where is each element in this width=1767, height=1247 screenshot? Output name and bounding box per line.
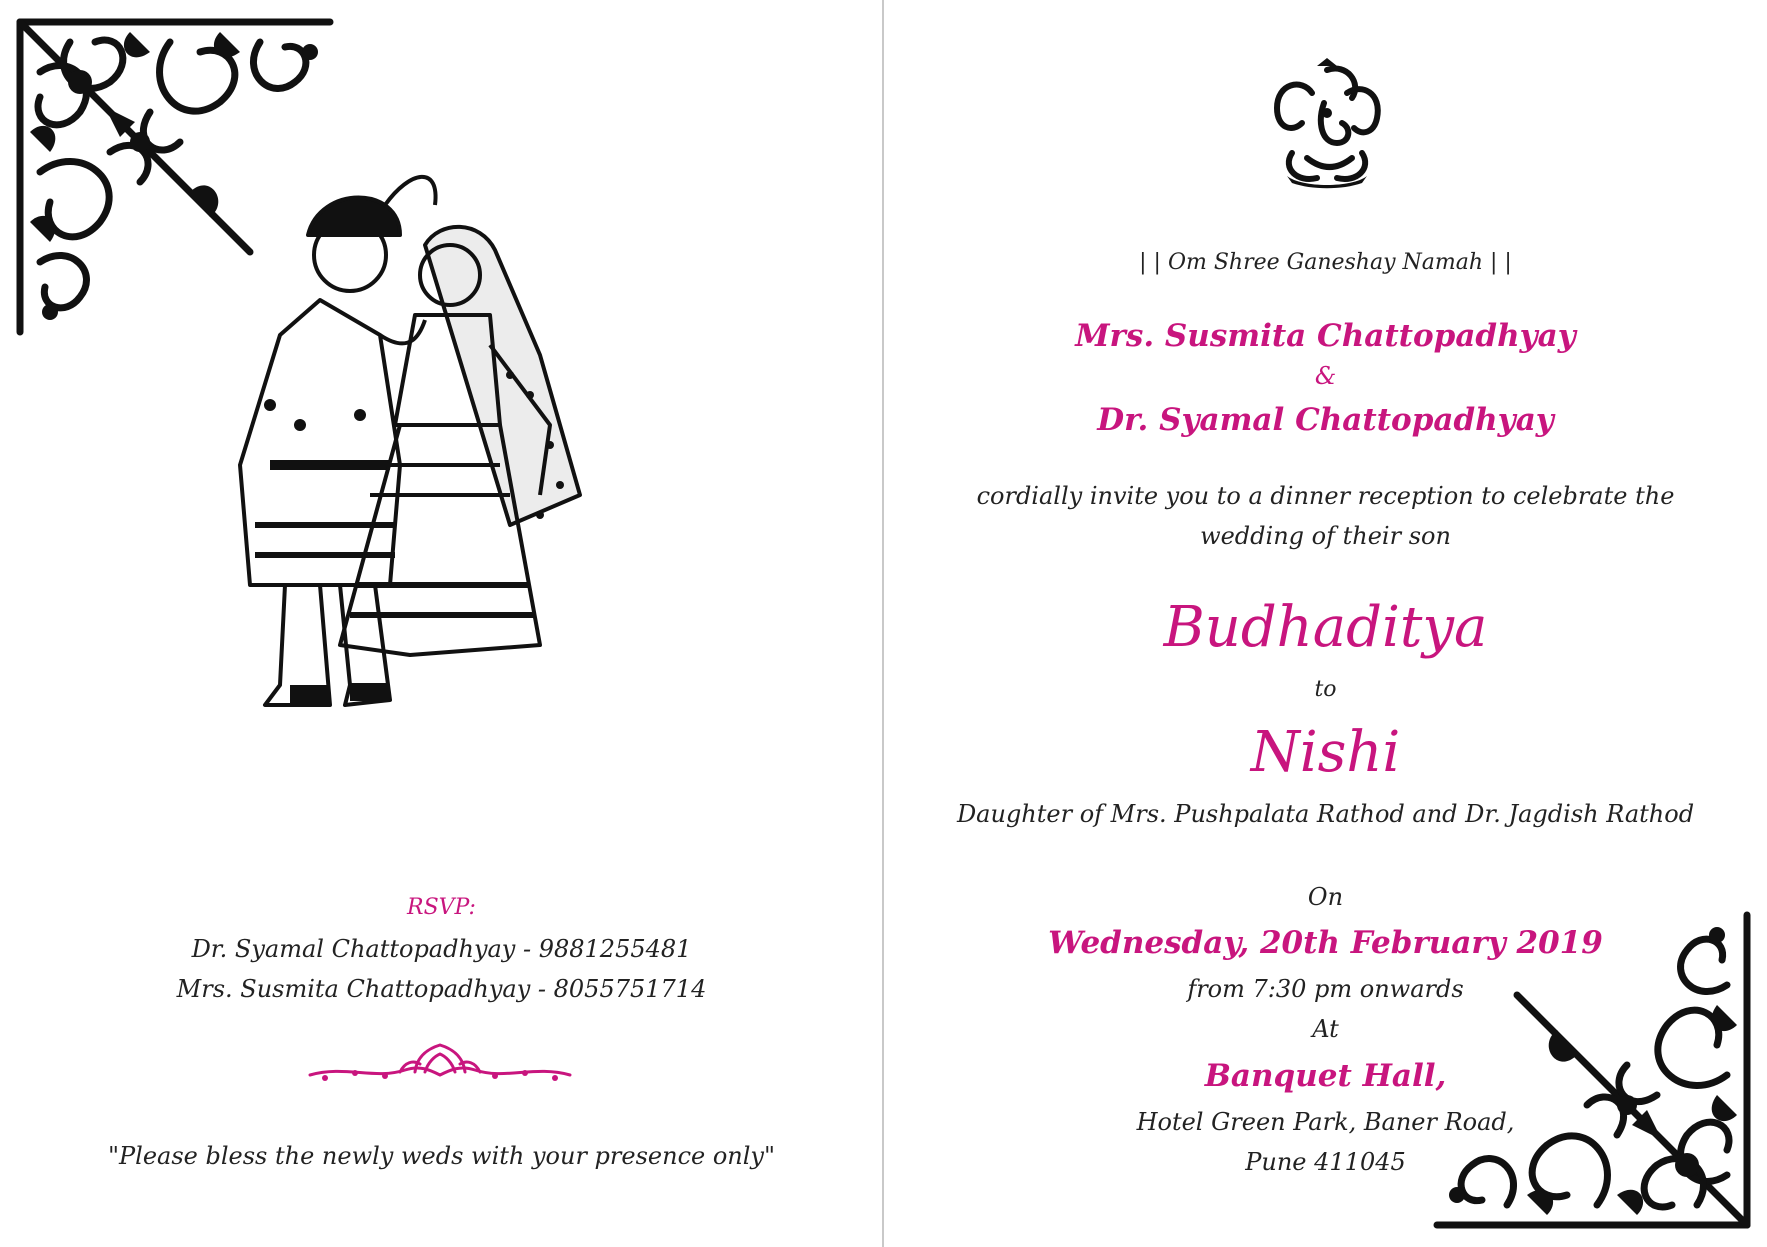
blessing-quote: "Please bless the newly weds with your presence only" bbox=[107, 1142, 776, 1170]
to-label: to bbox=[1314, 677, 1337, 702]
venue-address-2: Pune 411045 bbox=[1245, 1148, 1406, 1176]
bride-groom-illustration bbox=[210, 165, 670, 785]
bride-name: Nishi bbox=[1250, 720, 1401, 785]
floral-corner-icon bbox=[1427, 905, 1757, 1235]
venue-address-1: Hotel Green Park, Baner Road, bbox=[1136, 1108, 1515, 1136]
right-page bbox=[884, 0, 1767, 1247]
invocation: | | Om Shree Ganeshay Namah | | bbox=[1139, 250, 1512, 275]
invite-line-2: wedding of their son bbox=[1200, 522, 1451, 550]
lotus-divider-icon bbox=[305, 1040, 575, 1090]
event-date: Wednesday, 20th February 2019 bbox=[1048, 925, 1603, 961]
left-page bbox=[0, 0, 883, 1247]
on-label: On bbox=[1307, 883, 1344, 911]
event-time: from 7:30 pm onwards bbox=[1187, 975, 1464, 1003]
groom-name: Budhaditya bbox=[1163, 595, 1488, 660]
ganesha-icon bbox=[1262, 58, 1392, 190]
rsvp-contact-2: Mrs. Susmita Chattopadhyay - 8055751714 bbox=[176, 975, 707, 1003]
ampersand: & bbox=[1314, 362, 1337, 390]
at-label: At bbox=[1312, 1015, 1339, 1043]
bride-parents: Daughter of Mrs. Pushpalata Rathod and Dr. Jagdish Rathod bbox=[956, 800, 1695, 828]
host-2: Dr. Syamal Chattopadhyay bbox=[1097, 402, 1554, 438]
rsvp-label: RSVP: bbox=[407, 895, 476, 920]
venue-name: Banquet Hall, bbox=[1204, 1058, 1447, 1094]
rsvp-contact-1: Dr. Syamal Chattopadhyay - 9881255481 bbox=[191, 935, 692, 963]
invite-line-1: cordially invite you to a dinner reception to celebrate the bbox=[976, 482, 1675, 510]
host-1: Mrs. Susmita Chattopadhyay bbox=[1075, 318, 1576, 354]
